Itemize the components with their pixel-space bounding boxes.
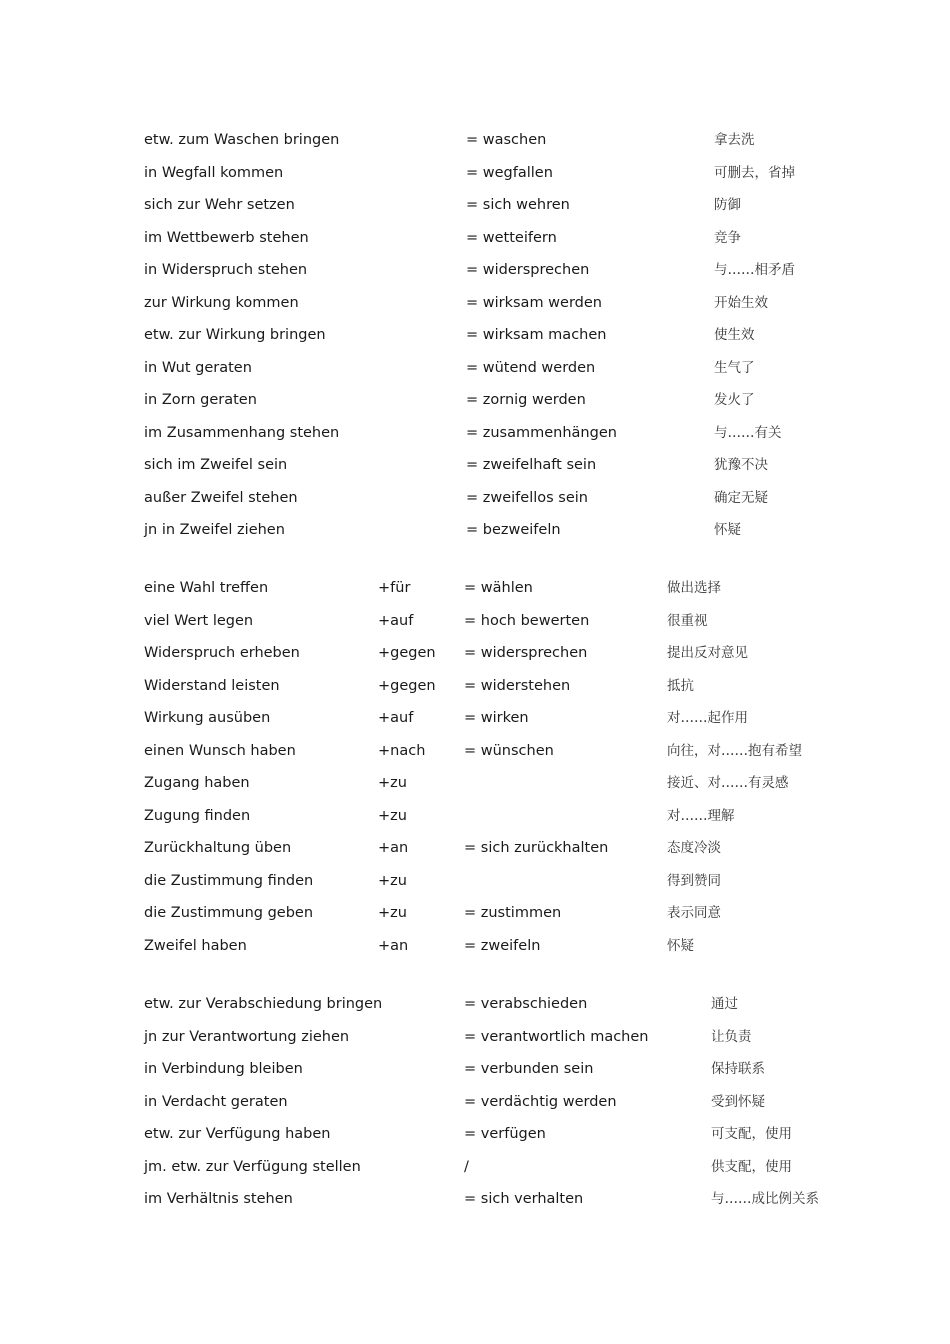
german-phrase: zur Wirkung kommen xyxy=(144,294,299,311)
german-phrase: etw. zur Wirkung bringen xyxy=(144,327,326,343)
preposition: +zu xyxy=(378,905,407,921)
german-phrase: etw. zur Verabschiedung bringen xyxy=(144,996,383,1012)
table-row xyxy=(0,260,950,292)
chinese-meaning: 态度冷淡 xyxy=(667,840,721,856)
german-phrase: Zugang haben xyxy=(144,775,250,791)
chinese-meaning: 与……有关 xyxy=(714,424,782,441)
chinese-meaning: 怀疑 xyxy=(667,937,694,954)
table-row xyxy=(0,741,950,773)
verb-equivalent: = waschen xyxy=(466,132,547,148)
german-phrase: außer Zweifel stehen xyxy=(144,489,298,506)
verb-equivalent: = wütend werden xyxy=(466,359,596,376)
chinese-meaning: 很重视 xyxy=(667,612,708,629)
german-phrase: Widerspruch erheben xyxy=(144,645,300,661)
verb-equivalent: = wirksam werden xyxy=(466,294,602,311)
verb-equivalent: = sich verhalten xyxy=(464,1191,584,1207)
table-row xyxy=(0,195,950,227)
verb-equivalent: = verbunden sein xyxy=(464,1061,594,1077)
chinese-meaning: 拿去洗 xyxy=(714,132,755,148)
verb-equivalent: = zweifelhaft sein xyxy=(466,457,597,473)
verb-equivalent: = wetteifern xyxy=(466,229,557,246)
german-phrase: jn in Zweifel ziehen xyxy=(144,522,285,538)
table-row xyxy=(0,520,950,552)
verb-equivalent: = verabschieden xyxy=(464,996,588,1012)
verb-equivalent: = zornig werden xyxy=(466,392,586,408)
chinese-meaning: 接近、对……有灵感 xyxy=(667,775,789,791)
verb-equivalent: = wünschen xyxy=(464,742,554,759)
verb-equivalent: = zusammenhängen xyxy=(466,424,617,441)
preposition: +an xyxy=(378,840,409,856)
table-row xyxy=(0,488,950,520)
table-row xyxy=(0,293,950,325)
preposition: +auf xyxy=(378,710,414,726)
preposition: +für xyxy=(378,580,411,596)
german-phrase: im Wettbewerb stehen xyxy=(144,229,309,246)
table-row xyxy=(0,676,950,708)
table-row xyxy=(0,578,950,610)
german-phrase: einen Wunsch haben xyxy=(144,742,296,759)
chinese-meaning: 抵抗 xyxy=(667,677,694,694)
verb-equivalent: = verfügen xyxy=(464,1126,546,1142)
table-row xyxy=(0,390,950,422)
verb-equivalent: = zweifeln xyxy=(464,937,541,954)
table-row xyxy=(0,1189,950,1221)
table-row xyxy=(0,773,950,805)
german-phrase: in Widerspruch stehen xyxy=(144,262,308,278)
preposition: +zu xyxy=(378,872,407,889)
verb-equivalent: = wirken xyxy=(464,710,529,726)
german-phrase: Zweifel haben xyxy=(144,937,247,954)
chinese-meaning: 受到怀疑 xyxy=(711,1093,765,1110)
table-row xyxy=(0,936,950,968)
german-phrase: viel Wert legen xyxy=(144,612,254,629)
chinese-meaning: 与……成比例关系 xyxy=(711,1191,819,1207)
preposition: +zu xyxy=(378,775,407,791)
table-row xyxy=(0,1027,950,1059)
chinese-meaning: 提出反对意见 xyxy=(667,645,748,661)
chinese-meaning: 表示同意 xyxy=(667,905,721,921)
chinese-meaning: 与……相矛盾 xyxy=(714,262,795,278)
german-phrase: Zurückhaltung üben xyxy=(144,840,292,856)
chinese-meaning: 通过 xyxy=(711,996,738,1012)
german-phrase: sich zur Wehr setzen xyxy=(144,197,295,213)
preposition: +gegen xyxy=(378,677,436,694)
table-row xyxy=(0,611,950,643)
chinese-meaning: 开始生效 xyxy=(714,294,768,311)
german-phrase: in Zorn geraten xyxy=(144,392,257,408)
preposition: +auf xyxy=(378,612,414,629)
verb-equivalent: = sich zurückhalten xyxy=(464,840,609,856)
table-row xyxy=(0,806,950,838)
chinese-meaning: 生气了 xyxy=(714,359,755,376)
chinese-meaning: 犹豫不决 xyxy=(714,457,768,473)
verb-equivalent: = bezweifeln xyxy=(466,522,561,538)
table-row xyxy=(0,130,950,162)
preposition: +zu xyxy=(378,807,407,824)
german-phrase: etw. zur Verfügung haben xyxy=(144,1126,331,1142)
verb-equivalent: = widerstehen xyxy=(464,677,571,694)
table-row xyxy=(0,228,950,260)
verb-equivalent: = sich wehren xyxy=(466,197,570,213)
table-row xyxy=(0,708,950,740)
preposition: +gegen xyxy=(378,645,436,661)
chinese-meaning: 发火了 xyxy=(714,392,755,408)
verb-equivalent: = wählen xyxy=(464,580,533,596)
preposition: +an xyxy=(378,937,409,954)
chinese-meaning: 对……理解 xyxy=(667,807,735,824)
table-row xyxy=(0,358,950,390)
chinese-meaning: 保持联系 xyxy=(711,1061,765,1077)
german-phrase: Widerstand leisten xyxy=(144,677,280,694)
verb-equivalent: = wegfallen xyxy=(466,164,553,181)
verb-equivalent: = zustimmen xyxy=(464,905,562,921)
preposition: +nach xyxy=(378,742,426,759)
verb-equivalent: / xyxy=(464,1158,469,1175)
chinese-meaning: 供支配，使用 xyxy=(711,1158,792,1175)
german-phrase: in Wut geraten xyxy=(144,359,252,376)
german-phrase: etw. zum Waschen bringen xyxy=(144,132,340,148)
table-row xyxy=(0,643,950,675)
german-phrase: Wirkung ausüben xyxy=(144,710,271,726)
chinese-meaning: 做出选择 xyxy=(667,580,721,596)
chinese-meaning: 可删去，省掉 xyxy=(714,164,795,181)
german-phrase: die Zustimmung finden xyxy=(144,872,314,889)
german-phrase: im Zusammenhang stehen xyxy=(144,424,340,441)
chinese-meaning: 对……起作用 xyxy=(667,710,748,726)
chinese-meaning: 得到赞同 xyxy=(667,872,721,889)
german-phrase: in Wegfall kommen xyxy=(144,164,284,181)
table-row xyxy=(0,994,950,1026)
table-row xyxy=(0,1157,950,1189)
verb-equivalent: = zweifellos sein xyxy=(466,489,588,506)
german-phrase: eine Wahl treffen xyxy=(144,580,269,596)
german-phrase: im Verhältnis stehen xyxy=(144,1191,293,1207)
german-phrase: in Verdacht geraten xyxy=(144,1093,288,1110)
table-row xyxy=(0,903,950,935)
german-phrase: jn zur Verantwortung ziehen xyxy=(144,1028,350,1045)
chinese-meaning: 竞争 xyxy=(714,229,741,246)
chinese-meaning: 确定无疑 xyxy=(714,489,768,506)
verb-equivalent: = verdächtig werden xyxy=(464,1093,617,1110)
german-phrase: Zugung finden xyxy=(144,807,251,824)
chinese-meaning: 向往，对……抱有希望 xyxy=(667,742,802,759)
german-phrase: jm. etw. zur Verfügung stellen xyxy=(144,1158,361,1175)
chinese-meaning: 可支配，使用 xyxy=(711,1126,792,1142)
german-phrase: in Verbindung bleiben xyxy=(144,1061,303,1077)
verb-equivalent: = widersprechen xyxy=(466,262,590,278)
verb-equivalent: = verantwortlich machen xyxy=(464,1028,649,1045)
verb-equivalent: = widersprechen xyxy=(464,645,588,661)
chinese-meaning: 防御 xyxy=(714,197,741,213)
german-phrase: die Zustimmung geben xyxy=(144,905,314,921)
table-row xyxy=(0,1124,950,1156)
chinese-meaning: 怀疑 xyxy=(714,522,741,538)
table-row xyxy=(0,1092,950,1124)
verb-equivalent: = hoch bewerten xyxy=(464,612,590,629)
table-row xyxy=(0,455,950,487)
table-row xyxy=(0,1059,950,1091)
verb-equivalent: = wirksam machen xyxy=(466,327,607,343)
chinese-meaning: 使生效 xyxy=(714,327,755,343)
german-phrase: sich im Zweifel sein xyxy=(144,457,288,473)
table-row xyxy=(0,871,950,903)
chinese-meaning: 让负责 xyxy=(711,1028,752,1045)
table-row xyxy=(0,325,950,357)
table-row xyxy=(0,423,950,455)
table-row xyxy=(0,838,950,870)
table-row xyxy=(0,163,950,195)
